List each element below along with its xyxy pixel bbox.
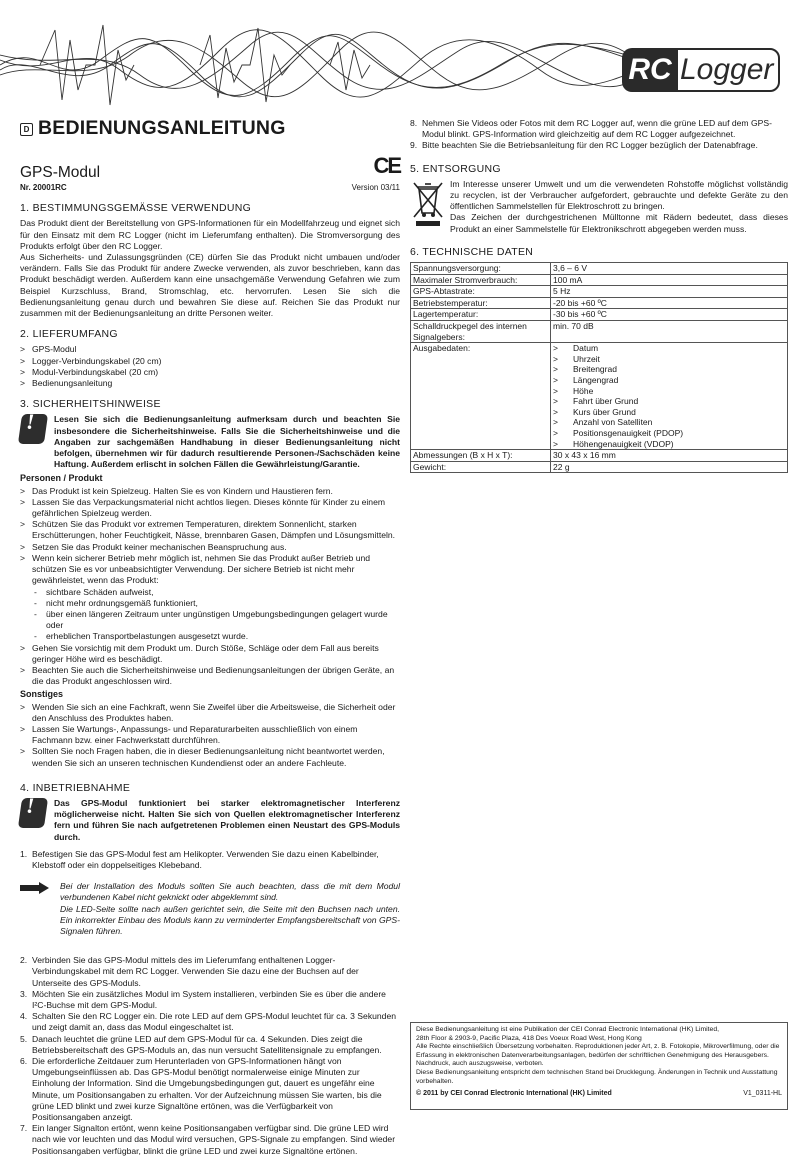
section-1-paragraph-1: Das Produkt dient der Bereitstellung von GPS-Informationen für ein Modellfahrzeug und eignet sich für den Einsatz mit dem RC Logger (nicht im Lieferumfang enthalten). Die Stromversorgung des Produkts erfolgt über den RC Logger. bbox=[20, 218, 400, 251]
disposal-paragraph-1: Im Interesse unserer Umwelt und um die verwendeten Rohstoffe möglichst vollständig zu recyclen, ist der Verbraucher aufgefordert, gebrauchte und defekte Geräte zu den öffentlichen Sammelstellen für Elektroschrott zu bringen. bbox=[450, 178, 788, 212]
document-code: V1_0311-HL bbox=[743, 1090, 782, 1098]
signal-wave-graphic bbox=[0, 20, 660, 110]
table-row: GPS-Abtastrate: 5 Hz bbox=[411, 286, 788, 298]
list-item: 2. Verbinden Sie das GPS-Modul mittels des im Lieferumfang enthaltenen Logger-Verbindungskabel mit dem RC Logger. Verwenden Sie dazu eine der Buchsen auf der Unterseite des GPS-Moduls. bbox=[20, 955, 359, 988]
rc-logger-logo bbox=[622, 48, 782, 94]
list-item: 8. Nehmen Sie Videos oder Fotos mit dem RC Logger auf, wenn die grüne LED auf dem GPS-Modul blinkt. GPS-Information wird gleichzeitig auf dem RC Logger aufgezeichnet. bbox=[410, 118, 772, 140]
list-item: > Positionsgenauigkeit (PDOP) bbox=[553, 428, 785, 439]
logo-logger: Logger bbox=[672, 48, 780, 92]
left-column bbox=[20, 118, 400, 1157]
installation-note-text bbox=[60, 881, 400, 937]
arrow-right-icon bbox=[20, 882, 56, 894]
list-item: > Datum bbox=[553, 343, 785, 354]
list-item: > Wenn kein sicherer Betrieb mehr möglich ist, nehmen Sie das Produkt außer Betrieb und schützen Sie es vor unbeabsichtigter Verwendung. Der sichere Betrieb ist nicht mehr gewährleistet, wenn das Produkt: bbox=[20, 553, 400, 587]
step-text: Die erforderliche Zeitdauer zum Herunterladen von GPS-Informationen hängt von Umgebungseinflüssen ab. Das GPS-Modul benötigt normalerweise einige Minuten zur Einholung der Information. Sind die Umgebungsbedingungen gut, dauert es ungefähr eine Minute, um Positionsangaben zu erhalten. Vor der Aufzeichnung müssen Sie warten, bis die grüne LED blinkt und zwei kurze Signaltöne ertönen, was die Verfügbarkeit von Positionsangaben anzeigt. bbox=[32, 1056, 382, 1123]
list-item: > Wenden Sie sich an eine Fachkraft, wenn Sie Zweifel über die Arbeitsweise, die Sicherheit oder den Anschluss des Produktes haben. bbox=[20, 702, 400, 724]
subtitle-row bbox=[20, 153, 400, 181]
list-item: 7. Ein langer Signalton ertönt, wenn keine Positionsangaben verfügbar sind. Die grüne LED wird nach wie vor leuchten und das Modul wird versuchen, GPS-Signale zu empfangen. Sind wieder Positionsangaben verfügbar, blinkt die grüne LED und zwei kurze Signaltöne ertönen. bbox=[20, 1123, 396, 1156]
list-item: 1. Befestigen Sie das GPS-Modul fest am Helikopter. Verwenden Sie dazu einen Kabelbinder, Klebstoff oder ein doppelseitiges Klebeband. bbox=[20, 848, 379, 870]
section-1-paragraph-2: Aus Sicherheits- und Zulassungsgründen (CE) dürfen Sie das Produkt nicht umbauen und/oder verändern. Falls Sie das Produkt für andere Zwecke verwenden, als zuvor beschrieben, kann das Produkt beschädigt werden. Außerdem kann eine unsachgemäße Verwendung Gefahren wie zum Beispiel Kurzschluss, Brand, Stromschlag, etc. hervorrufen. Lesen Sie sich die Bedienungsanleitung genau durch und bewahren Sie diese auf. Reichen Sie das Produkt nur zusammen mit der Bedienungsanleitung an dritte Personen weiter. bbox=[20, 252, 400, 319]
table-row: Gewicht: 22 g bbox=[411, 461, 788, 473]
spec-table bbox=[410, 262, 788, 473]
setup-steps-continued bbox=[20, 955, 400, 1157]
step-text: Danach leuchtet die grüne LED auf dem GPS-Modul für ca. 4 Sekunden. Dies zeigt die Betriebsbereitschaft des GPS-Moduls an, das nun versucht Satellitensignale zu empfangen. bbox=[32, 1033, 382, 1055]
title-row bbox=[20, 118, 400, 140]
delivery-list bbox=[20, 344, 400, 389]
section-heading-1: 1. BESTIMMUNGSGEMÄSSE VERWENDUNG bbox=[20, 202, 252, 215]
list-item: > Beachten Sie auch die Sicherheitshinweise und Bedienungsanleitungen der übrigen Geräte, an die das Produkt angeschlossen wird. bbox=[20, 665, 400, 687]
note-paragraph: Bei der Installation des Moduls sollten Sie auch beachten, dass die mit dem Modul verbundenen Kabel nicht geknickt oder abgeklemmt sind. bbox=[60, 881, 400, 903]
step-text: Ein langer Signalton ertönt, wenn keine Positionsangaben verfügbar sind. Die grüne LED wird nach wie vor leuchten und das Modul wird versuchen, GPS-Signale zu empfangen. Sind wieder Positionsangaben verfügbar, blinkt die grüne LED und zwei kurze Signaltöne ertönen. bbox=[32, 1123, 396, 1156]
list-item: > Modul-Verbindungskabel (20 cm) bbox=[20, 367, 400, 378]
table-row: Lagertemperatur: -30 bis +60 ºC bbox=[411, 309, 788, 321]
publisher-footer bbox=[410, 1022, 788, 1110]
footer-line: Diese Bedienungsanleitung ist eine Publikation der CEI Conrad Electronic International (HK) Limited, bbox=[416, 1026, 720, 1033]
list-item: > Logger-Verbindungskabel (20 cm) bbox=[20, 356, 400, 367]
table-row: Betriebstemperatur: -20 bis +60 ºC bbox=[411, 297, 788, 309]
list-item: 4. Schalten Sie den RC Logger ein. Die rote LED auf dem GPS-Modul leuchtet für ca. 3 Sekunden und zeigt damit an, dass das Modul eingeschaltet ist. bbox=[20, 1011, 397, 1033]
safety-list-2 bbox=[20, 702, 400, 769]
step-text: Möchten Sie ein zusätzliches Modul im System installieren, verbinden Sie es über die andere I²C-Buchse mit dem GPS-Modul. bbox=[32, 988, 386, 1010]
step-text: Befestigen Sie das GPS-Modul fest am Helikopter. Verwenden Sie dazu einen Kabelbinder, Klebstoff oder ein doppelseitiges Klebeband. bbox=[32, 848, 379, 870]
list-item: > Kurs über Grund bbox=[553, 407, 785, 418]
safety-list-1 bbox=[20, 486, 400, 688]
warning-icon: ! bbox=[20, 414, 48, 446]
copyright-row bbox=[416, 1090, 782, 1099]
footer-line: 28th Floor & 2903-9, Pacific Plaza, 418 Des Voeux Road West, Hong Kong bbox=[416, 1034, 642, 1042]
subheading-misc: Sonstiges bbox=[20, 689, 64, 700]
emi-warning-text: Das GPS-Modul funktioniert bei starker elektromagnetischer Interferenz möglicherweise nicht. Halten Sie sich von Quellen elektromagnetischer Interferenz fern und führen Sie nach aufgetretenen Problemen einen Neustart des GPS-Moduls durch. bbox=[54, 797, 400, 842]
list-item: > Gehen Sie vorsichtig mit dem Produkt um. Durch Stöße, Schläge oder dem Fall aus bereits geringer Höhe wird es beschädigt. bbox=[20, 643, 400, 665]
item-number: Nr. 20001RC bbox=[20, 183, 67, 192]
disposal-paragraph-2: Das Zeichen der durchgestrichenen Mülltonne mit Rädern bedeutet, dass dieses Produkt an einer Sammelstelle für Elektronikschrott abgegeben werden muss. bbox=[450, 212, 788, 234]
step-text: Schalten Sie den RC Logger ein. Die rote LED auf dem GPS-Modul leuchtet für ca. 3 Sekunden und zeigt damit an, dass das Modul eingeschaltet ist. bbox=[32, 1011, 397, 1033]
step-text: Nehmen Sie Videos oder Fotos mit dem RC Logger auf, wenn die grüne LED auf dem GPS-Modul blinkt. GPS-Information wird gleichzeitig auf dem RC Logger aufgezeichnet. bbox=[422, 118, 772, 140]
section-heading-6: 6. TECHNISCHE DATEN bbox=[410, 245, 534, 258]
table-row: Schalldruckpegel des internen Signalgebers: min. 70 dB bbox=[411, 321, 788, 343]
subheading-persons-product: Personen / Produkt bbox=[20, 473, 103, 484]
list-item: > Lassen Sie Wartungs-, Anpassungs- und Reparaturarbeiten ausschließlich von einem Fachmann bzw. einer Fachwerkstatt durchführen. bbox=[20, 724, 400, 746]
list-item: > Uhrzeit bbox=[553, 354, 785, 365]
list-item: 3. Möchten Sie ein zusätzliches Modul im System installieren, verbinden Sie es über die andere I²C-Buchse mit dem GPS-Modul. bbox=[20, 988, 386, 1010]
list-item: > GPS-Modul bbox=[20, 344, 400, 355]
sub-list-item: - über einen längeren Zeitraum unter ungünstigen Umgebungsbedingungen gelagert wurde oder bbox=[20, 609, 400, 631]
list-item: > Das Produkt ist kein Spielzeug. Halten Sie es von Kindern und Haustieren fern. bbox=[20, 486, 400, 497]
page-title: BEDIENUNGSANLEITUNG bbox=[38, 117, 286, 140]
sub-list-item: - sichtbare Schäden aufweist, bbox=[20, 587, 400, 598]
setup-steps bbox=[20, 849, 400, 871]
list-item: > Bedienungsanleitung bbox=[20, 378, 400, 389]
sub-list-item: - erheblichen Transportbelastungen ausgesetzt wurde. bbox=[20, 631, 400, 642]
list-item: 5. Danach leuchtet die grüne LED auf dem GPS-Modul für ca. 4 Sekunden. Dies zeigt die Betriebsbereitschaft des GPS-Moduls an, das nun versucht Satellitensignale zu empfangen. bbox=[20, 1033, 382, 1055]
section-heading-2: 2. LIEFERUMFANG bbox=[20, 328, 118, 341]
list-item: 6. Die erforderliche Zeitdauer zum Herunterladen von GPS-Informationen hängt von Umgebungseinflüssen ab. Das GPS-Modul benötigt normalerweise einige Minuten zur Einholung der Information. Sind die Umgebungsbedingungen gut, dauert es ungefähr eine Minute, um Positionsangaben zu erhalten. Vor der Aufzeichnung müssen Sie warten, bis die grüne LED blinkt und zwei kurze Signaltöne ertönen, was die Verfügbarkeit von Positionsangaben anzeigt. bbox=[20, 1056, 382, 1123]
list-item: > Längengrad bbox=[553, 375, 785, 386]
list-item: > Sollten Sie noch Fragen haben, die in dieser Bedienungsanleitung nicht beantwortet werden, wenden Sie sich an unseren technischen Kundendienst oder an andere Fachleute. bbox=[20, 746, 400, 768]
list-item: > Höhe bbox=[553, 386, 785, 397]
product-title: GPS-Modul bbox=[20, 163, 101, 181]
section-heading-5: 5. ENTSORGUNG bbox=[410, 162, 501, 175]
safety-warning bbox=[20, 409, 400, 470]
list-item: > Setzen Sie das Produkt keiner mechanischen Beanspruchung aus. bbox=[20, 542, 400, 553]
installation-note bbox=[20, 881, 400, 937]
footer-line: Alle Rechte einschließlich Übersetzung vorbehalten. Reproduktionen jeder Art, z. B. Fotokopie, Mikroverfilmung, oder die Erfassung in elektronischen Datenverarbeitungsanlagen, bedürfen der schriftlichen Genehmigung des Herausgebers. Nachdruck, auch auszugsweise, verboten. bbox=[416, 1043, 780, 1068]
sub-list-item: - nicht mehr ordnungsgemäß funktioniert, bbox=[20, 598, 400, 609]
logo-rc: RC bbox=[622, 48, 678, 92]
list-item: > Anzahl von Satelliten bbox=[553, 417, 785, 428]
footer-line: Diese Bedienungsanleitung entspricht dem technischen Stand bei Drucklegung. Änderungen in Technik und Ausstattung vorbehalten. bbox=[416, 1068, 778, 1085]
list-item: > Breitengrad bbox=[553, 364, 785, 375]
list-item: 9. Bitte beachten Sie die Betriebsanleitung für den RC Logger bezüglich der Datenabfrage. bbox=[410, 140, 758, 151]
emi-warning bbox=[20, 792, 400, 843]
section-heading-3: 3. SICHERHEITSHINWEISE bbox=[20, 398, 161, 411]
right-column bbox=[410, 118, 788, 473]
crossed-bin-icon bbox=[410, 179, 446, 229]
table-row: Ausgabedaten: > Datum > Uhrzeit > Breitengrad > Längengrad > Höhe > Fahrt über Grund > Kurs über Grund > Anzahl von Satelliten > Positionsgenauigkeit (PDOP) > Höhengenauigkeit (VDOP) bbox=[411, 343, 788, 450]
disposal-text bbox=[450, 179, 788, 235]
note-paragraph: Die LED-Seite sollte nach außen gerichtet sein, die Seite mit den Buchsen nach unten. Ein inkorrekter Einbau des Moduls kann zu verminderter Empfangsbereitschaft von GPS-Signalen führen. bbox=[60, 903, 400, 936]
section-heading-4: 4. INBETRIEBNAHME bbox=[20, 781, 131, 794]
output-data-list bbox=[553, 343, 785, 449]
safety-warning-text: Lesen Sie sich die Bedienungsanleitung aufmerksam durch und beachten Sie insbesondere die Sicherheitshinweise. Falls Sie die Sicherheitshinweise und die Angaben zur sachgemäßen Handhabung in dieser Bedienungsanleitung nicht befolgen, übernehmen wir für dadurch resultierende Personen-/Sachschäden keine Haftung. Außerdem erlischt in solchen Fällen die Gewährleistung/Garantie. bbox=[54, 414, 400, 470]
step-text: Bitte beachten Sie die Betriebsanleitung für den RC Logger bezüglich der Datenabfrage. bbox=[422, 140, 758, 151]
list-item: > Höhengenauigkeit (VDOP) bbox=[553, 439, 785, 450]
warning-icon: ! bbox=[20, 798, 48, 830]
list-item: > Fahrt über Grund bbox=[553, 396, 785, 407]
step-text: Verbinden Sie das GPS-Modul mittels des im Lieferumfang enthaltenen Logger-Verbindungskabel mit dem RC Logger. Verwenden Sie dazu eine der Buchsen auf der Unterseite des GPS-Moduls. bbox=[32, 955, 359, 988]
table-row: Spannungsversorgung: 3,6 – 6 V bbox=[411, 263, 788, 275]
setup-steps-right bbox=[410, 118, 788, 152]
language-badge: D bbox=[20, 123, 33, 136]
ce-mark-icon: CE bbox=[373, 153, 400, 178]
version-label: Version 03/11 bbox=[351, 183, 400, 192]
disposal-block bbox=[410, 179, 788, 235]
meta-row bbox=[20, 182, 400, 193]
list-item: > Schützen Sie das Produkt vor extremen Temperaturen, direktem Sonnenlicht, starken Erschütterungen, hoher Feuchtigkeit, Nässe, brennbaren Gasen, Dämpfen und Lösungsmitteln. bbox=[20, 519, 400, 541]
table-row: Abmessungen (B x H x T): 30 x 43 x 16 mm bbox=[411, 450, 788, 462]
list-item: > Lassen Sie das Verpackungsmaterial nicht achtlos liegen. Dieses könnte für Kinder zu einem gefährlichen Spielzeug werden. bbox=[20, 497, 400, 519]
table-row: Maximaler Stromverbrauch: 100 mA bbox=[411, 274, 788, 286]
copyright-text: © 2011 by CEI Conrad Electronic International (HK) Limited bbox=[416, 1090, 612, 1098]
